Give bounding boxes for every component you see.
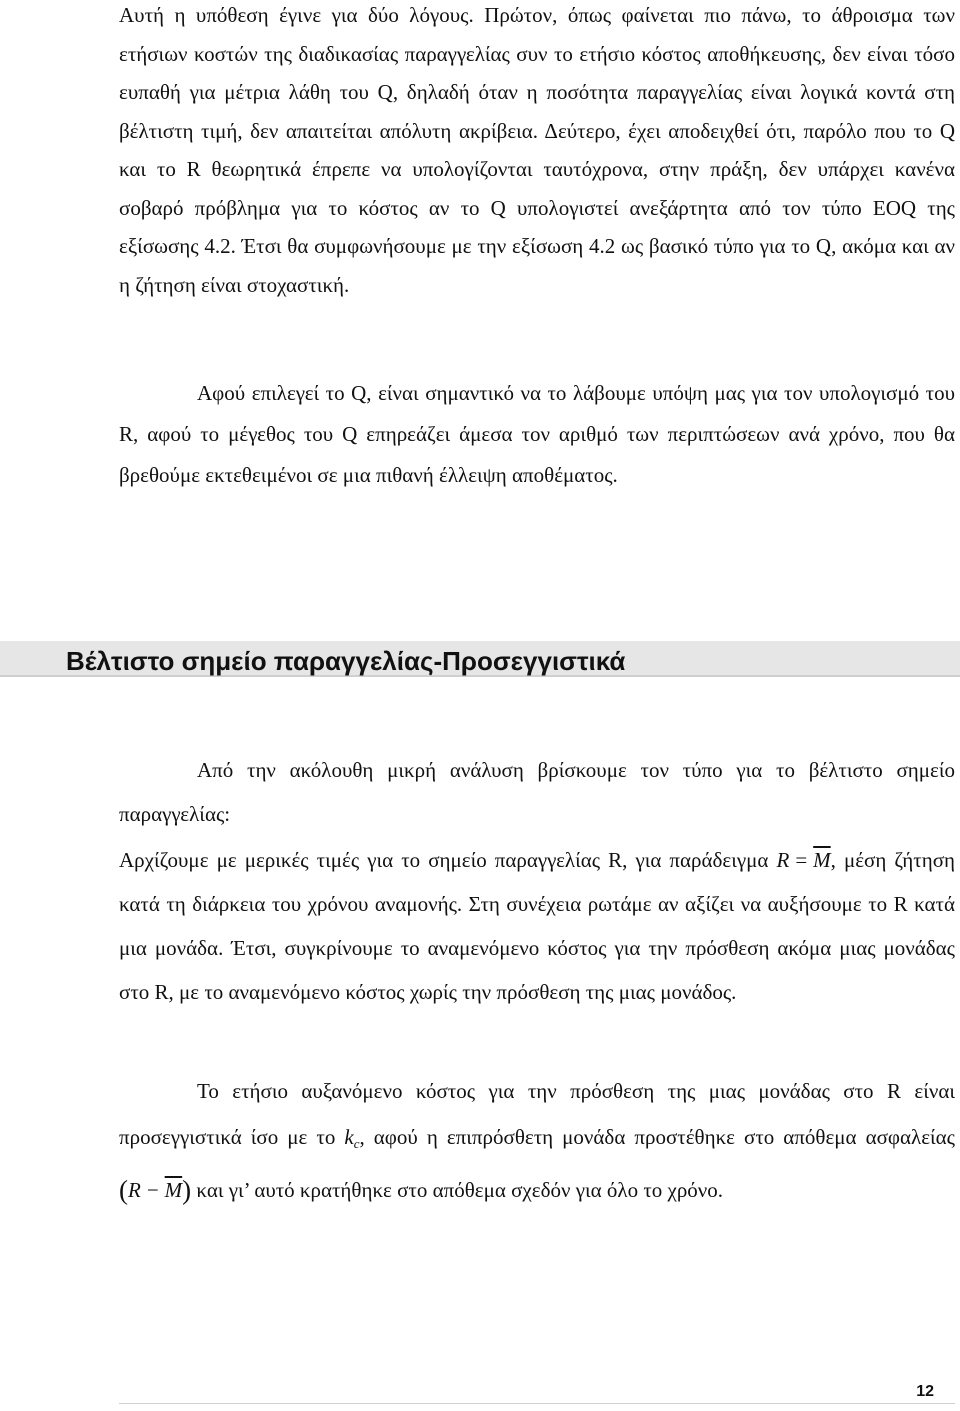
equation-lhs: R [776, 848, 790, 872]
equation-operator: − [146, 1178, 159, 1202]
equation-close-paren: ) [182, 1175, 192, 1205]
equation-r-minus-m-bar [119, 1175, 192, 1205]
paragraph-incremental-cost-text-a: Το ετήσιο αυξανόμενο κόστος για την πρόσθεση της μιας μονάδας στο R είναι προσεγγιστικά ίσο με το [119, 1079, 955, 1149]
equation-lhs: R [128, 1178, 141, 1202]
paragraph-incremental-cost-text-c: και γι’ αυτό κρατήθηκε στο απόθεμα σχεδόν για όλο το χρόνο. [196, 1178, 724, 1202]
equation-r-equals-m-bar [777, 848, 831, 872]
equation-k-base: k [344, 1125, 354, 1149]
equation-rhs-mean: $\overline{M}$ [813, 848, 831, 872]
equation-k-subscript: c [353, 1136, 360, 1151]
section-title: Βέλτιστο σημείο παραγγελίας-Προσεγγιστικά [66, 646, 626, 676]
equation-operator: = [795, 848, 808, 872]
paragraph-incremental-cost [119, 1068, 955, 1213]
paragraph-reorder-start [119, 838, 955, 1014]
page-number: 12 [916, 1383, 934, 1400]
equation-open-paren: ( [119, 1175, 128, 1205]
paragraph-incremental-cost-text-b: , αφού η επιπρόσθετη μονάδα προστέθηκε στο απόθεμα ασφαλείας [359, 1125, 955, 1149]
paragraph-assumption-reasons: Αυτή η υπόθεση έγινε για δύο λόγους. Πρώτον, όπως φαίνεται πιο πάνω, το άθροισμα των ετήσιων κοστών της διαδικασίας παραγγελίας συν το ετήσιο κόστος αποθήκευσης, δεν είναι τόσο ευπαθή για μέτρια λάθη του Q, δηλαδή όταν η ποσότητα παραγγελίας είναι λογικά κοντά στη βέλτιστη τιμή, δεν απαιτείται απόλυτη ακρίβεια. Δεύτερο, έχει αποδειχθεί ότι, παρόλο που το Q και το R θεωρητικά έπρεπε να υπολογίζονται ταυτόχρονα, στην πράξη, δεν υπάρχει κανένα σοβαρό πρόβλημα για το κόστος αν το Q υπολογιστεί ανεξάρτητα από τον τύπο EOQ της εξίσωσης 4.2. Έτσι θα συμφωνήσουμε με την εξίσωση 4.2 ως βασικό τύπο για το Q, ακόμα και αν η ζήτηση είναι στοχαστική. [119, 3, 955, 297]
equation-k-c [344, 1125, 359, 1149]
paragraph-reorder-start-text-a: Αρχίζουμε με μερικές τιμές για το σημείο παραγγελίας R, για παράδειγμα [119, 848, 769, 872]
footer-rule [119, 1403, 955, 1404]
paragraph-analysis-intro: Από την ακόλουθη μικρή ανάλυση βρίσκουμε τον τύπο για το βέλτιστο σημείο παραγγελίας: [119, 758, 955, 826]
equation-rhs-mean: $\overline{M}$ [164, 1178, 183, 1202]
paragraph-q-influence: Αφού επιλεγεί το Q, είναι σημαντικό να το λάβουμε υπόψη μας για τον υπολογισμό του R, αφού το μέγεθος του Q επηρεάζει άμεσα τον αριθμό των περιπτώσεων ανά χρόνο, που θα βρεθούμε εκτεθειμένοι σε μια πιθανή έλλειψη αποθέματος. [119, 381, 955, 487]
paragraph-reorder-start-text-b: , μέση ζήτηση κατά τη διάρκεια του χρόνου αναμονής. Στη συνέχεια ρωτάμε αν αξίζει να αυξήσουμε το R κατά μια μονάδα. Έτσι, συγκρίνουμε το αναμενόμενο κόστος για την πρόσθεση ακόμα μιας μονάδας στο R, με το αναμενόμενο κόστος χωρίς την πρόσθεση της μιας μονάδος. [119, 848, 956, 1004]
